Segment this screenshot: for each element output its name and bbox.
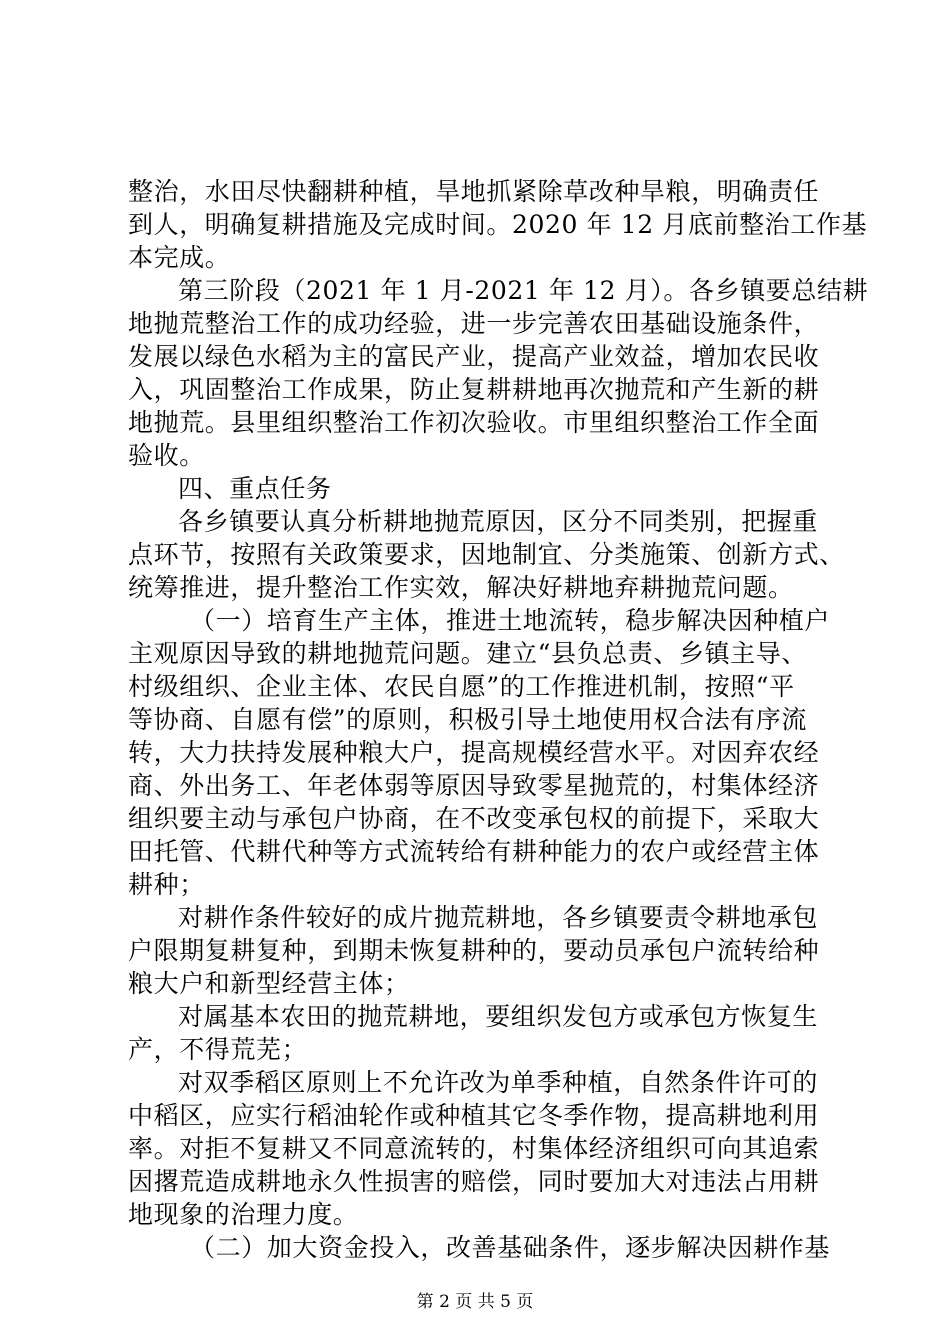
body-text-line: 粮大户和新型经营主体； xyxy=(128,969,410,998)
body-text-line: 中稻区，应实行稻油轮作或种植其它冬季作物，提高耕地利用 xyxy=(128,1101,820,1130)
body-text-line: 组织要主动与承包户协商，在不改变承包权的前提下，采取大 xyxy=(128,804,820,833)
body-text-line: 主观原因导致的耕地抛荒问题。建立“县负总责、乡镇主导、 xyxy=(128,639,807,668)
subsection-heading-line: （二）加大资金投入，改善基础条件，逐步解决因耕作基 xyxy=(190,1233,831,1262)
subsection-heading-line: （一）培育生产主体，推进土地流转，稳步解决因种植户 xyxy=(190,606,831,635)
body-text-line: 对属基本农田的抛荒耕地，要组织发包方或承包方恢复生 xyxy=(178,1002,819,1031)
body-text-line: 发展以绿色水稻为主的富民产业，提高产业效益，增加农民收 xyxy=(128,342,820,371)
body-text-line: 本完成。 xyxy=(128,243,231,272)
body-text-line: 对双季稻区原则上不允许改为单季种植，自然条件许可的 xyxy=(178,1068,819,1097)
body-text-line: 整治，水田尽快翻耕种植，旱地抓紧除草改种旱粮，明确责任 xyxy=(128,177,820,206)
body-text-line: 转，大力扶持发展种粮大户，提高规模经营水平。对因弃农经 xyxy=(128,738,820,767)
section-heading: 四、重点任务 xyxy=(178,474,332,503)
body-text-line: 地抛荒整治工作的成功经验，进一步完善农田基础设施条件， xyxy=(128,309,820,338)
body-text-line: 第三阶段（2021 年 1 月-2021 年 12 月）。各乡镇要总结耕 xyxy=(178,276,869,305)
body-text-line: 产，不得荒芜； xyxy=(128,1035,308,1064)
body-text-line: 各乡镇要认真分析耕地抛荒原因，区分不同类别，把握重 xyxy=(178,507,819,536)
body-text-line: 耕种； xyxy=(128,870,205,899)
body-text-line: 验收。 xyxy=(128,441,205,470)
body-text-line: 地现象的治理力度。 xyxy=(128,1200,359,1229)
body-text-line: 等协商、自愿有偿”的原则，积极引导土地使用权合法有序流 xyxy=(128,705,807,734)
body-text-line: 因撂荒造成耕地永久性损害的赔偿，同时要加大对违法占用耕 xyxy=(128,1167,820,1196)
body-text-line: 商、外出务工、年老体弱等原因导致零星抛荒的，村集体经济 xyxy=(128,771,820,800)
body-text-line: 统筹推进，提升整治工作实效，解决好耕地弃耕抛荒问题。 xyxy=(128,573,794,602)
body-text-line: 点环节，按照有关政策要求，因地制宜、分类施策、创新方式、 xyxy=(128,540,845,569)
body-text-line: 户限期复耕复种，到期未恢复耕种的，要动员承包户流转给种 xyxy=(128,936,820,965)
body-text-line: 到人，明确复耕措施及完成时间。2020 年 12 月底前整治工作基 xyxy=(128,210,868,239)
body-text-line: 村级组织、企业主体、农民自愿”的工作推进机制，按照“平 xyxy=(128,672,795,701)
body-text-line: 入，巩固整治工作成果，防止复耕耕地再次抛荒和产生新的耕 xyxy=(128,375,820,404)
body-text-line: 率。对拒不复耕又不同意流转的，村集体经济组织可向其追索 xyxy=(128,1134,820,1163)
body-text-line: 地抛荒。县里组织整治工作初次验收。市里组织整治工作全面 xyxy=(128,408,820,437)
body-text-line: 田托管、代耕代种等方式流转给有耕种能力的农户或经营主体 xyxy=(128,837,820,866)
body-text-line: 对耕作条件较好的成片抛荒耕地，各乡镇要责令耕地承包 xyxy=(178,903,819,932)
page-footer: 第 2 页 共 5 页 xyxy=(416,1292,534,1312)
